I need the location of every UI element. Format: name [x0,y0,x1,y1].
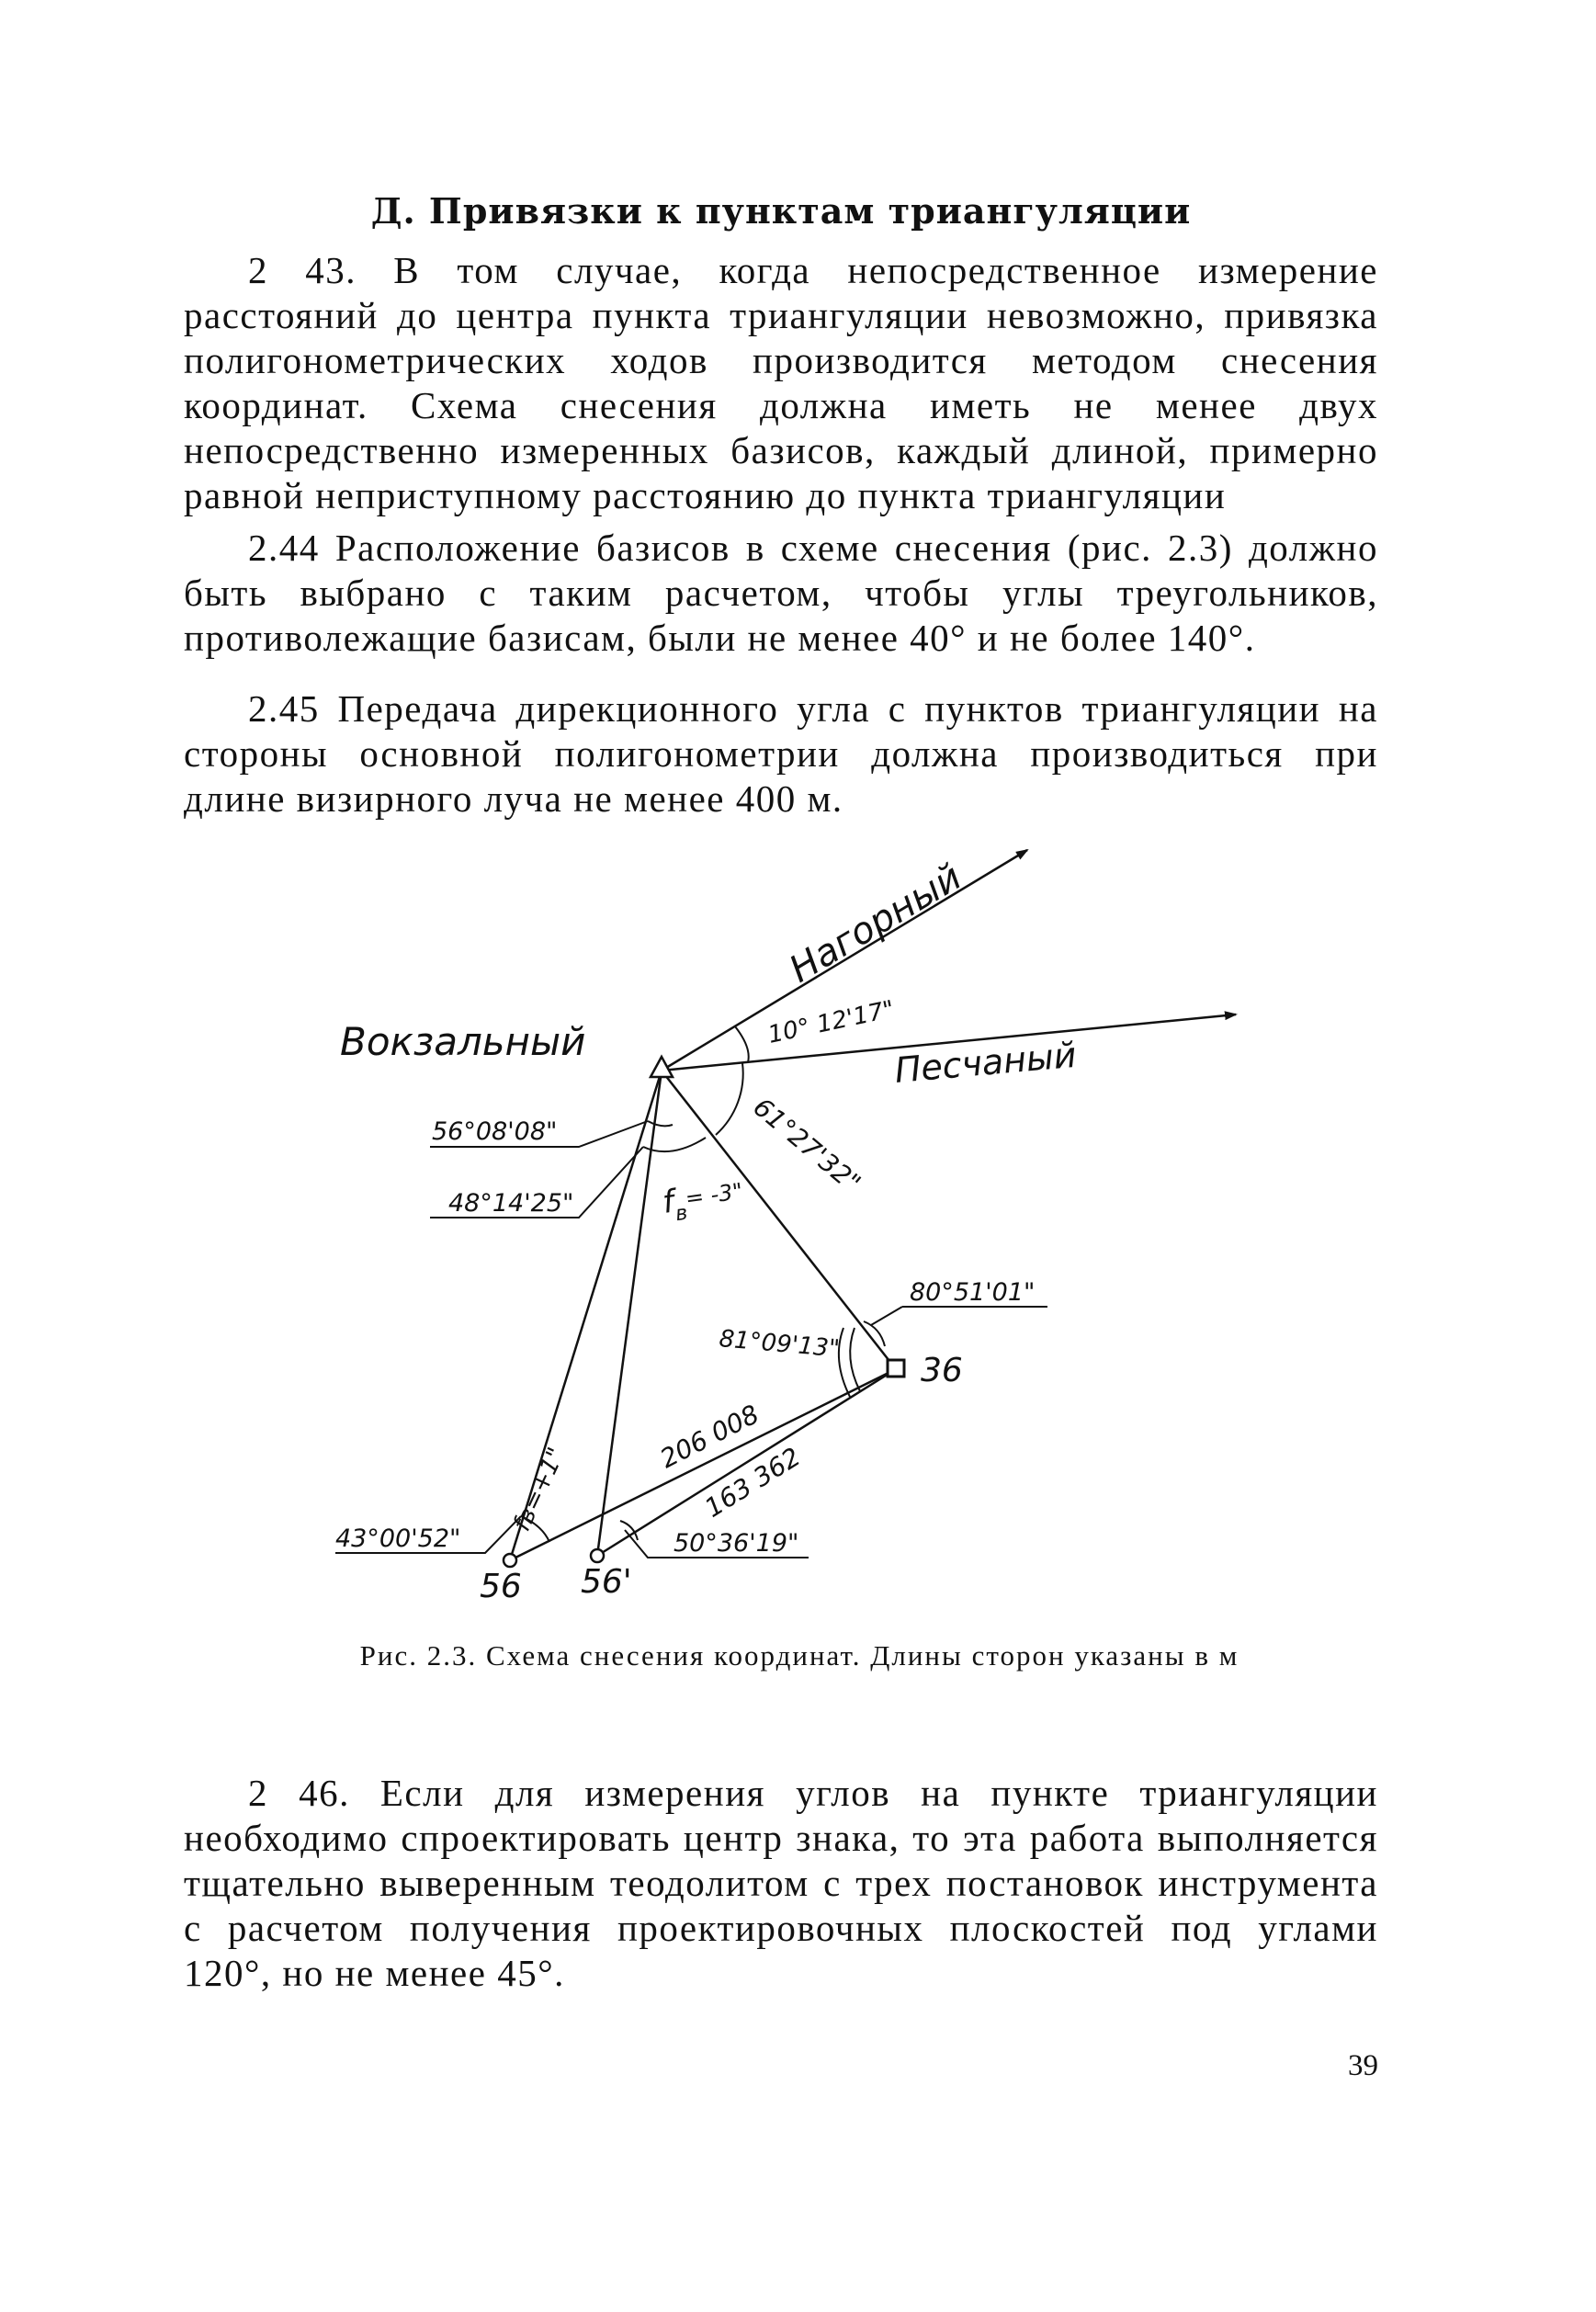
distance-163-362: 163 362 [699,1441,806,1524]
coordinate-transfer-diagram [303,836,1250,1617]
arc-56-08 [648,1121,673,1126]
page-number: 39 [1348,2049,1378,2082]
label-peschany: Песчаный [892,1034,1079,1091]
point-36-square-icon [888,1360,904,1377]
arc-81-09 [839,1328,850,1397]
angle-56-08-08: 56°08'08" [432,1117,558,1146]
leader-80-51 [871,1307,902,1325]
section-heading: Д. Привязки к пунктам триангуляции [370,190,1192,232]
angle-10-12-17: 10° 12'17" [765,995,898,1049]
point-56-circle-icon [504,1554,516,1567]
paragraph-2-43: 2 43. В том случае, когда непосредственное измерение расстояний до центра пункта триангуляции невозможно, привязка полигонометрических ходов производится методом снесения координат. Схема снесения должна иметь не менее двух непосредственно измеренных базисов, каждый длиной, примерно равной неприступному расстоянию до пункта триангуляции [184,249,1378,516]
arc-61-27 [716,1063,743,1135]
angle-80-51-01: 80°51'01" [910,1278,1036,1307]
closure-f-b-bottom: fв=+1" [508,1443,572,1536]
label-56prime: 56' [581,1563,632,1601]
point-56prime-circle-icon [591,1549,604,1562]
closure-f-b-sub: в [673,1201,689,1227]
angle-61-27-32: 61°27'32" [747,1092,867,1199]
closure-f-b [661,1173,746,1228]
paragraph-2-45: 2.45 Передача дирекционного угла с пунктов триангуляции на стороны основной полигонометрии должна производиться при длине визирного луча не менее 400 м. [184,687,1378,820]
label-36: 36 [921,1352,963,1389]
closure-f-b-symbol: f [660,1183,677,1221]
arc-10-12 [735,1026,749,1062]
distance-206-008: 206 008 [655,1399,764,1475]
closure-f-b-value: = -3" [684,1178,745,1212]
line-vokzalny-56prime [597,1071,662,1556]
paragraph-2-46: 2 46. Если для измерения углов на пункте триангуляции необходимо спроектировать центр знака, то эта работа выполняется тщательно выверенным теодолитом с трех постановок инструмента с расчетом получения проектировочных плоскостей под углами 120°, но не менее 45°. [184,1772,1378,1994]
angle-43-00-52: 43°00'52" [335,1524,461,1553]
base-56prime-36 [597,1369,896,1556]
label-vokzalny: Вокзальный [340,1019,586,1064]
arc-81-09-inner [850,1328,860,1391]
paragraph-2-44: 2.44 Расположение базисов в схеме снесения (рис. 2.3) должно быть выбрано с таким расчетом, чтобы углы треугольников, противолежащие базисам, были не менее 40° и не более 140°. [184,527,1378,659]
angle-48-14-25: 48°14'25" [448,1189,574,1218]
label-56: 56 [480,1568,522,1605]
angle-81-09-13: 81°09'13" [718,1325,841,1364]
angle-50-36-19: 50°36'19" [673,1529,799,1558]
label-nagorny: Нагорный [782,856,969,992]
figure-caption: Рис. 2.3. Схема снесения координат. Длины сторон указаны в м [359,1639,1239,1672]
